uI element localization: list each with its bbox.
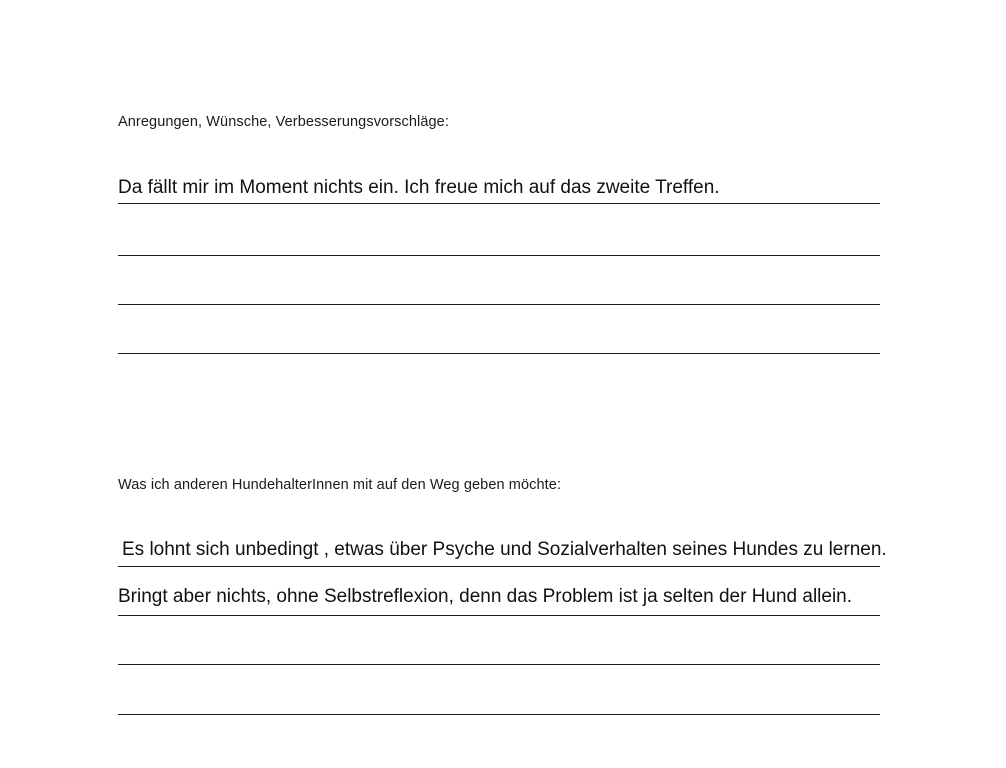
- handwritten-answer-weg-geben-line1: Es lohnt sich unbedingt , etwas über Psyche und Sozialverhalten seines Hundes zu lernen.: [122, 539, 887, 560]
- answer-rule-line: [118, 353, 880, 354]
- handwritten-answer-anregungen-line1: Da fällt mir im Moment nichts ein. Ich freue mich auf das zweite Treffen.: [118, 177, 720, 198]
- answer-rule-line: [118, 304, 880, 305]
- section-prompt-anregungen: Anregungen, Wünsche, Verbesserungsvorschläge:: [118, 114, 449, 130]
- answer-rule-line: [118, 615, 880, 616]
- answer-rule-line: [118, 203, 880, 204]
- section-prompt-weg-geben: Was ich anderen HundehalterInnen mit auf den Weg geben möchte:: [118, 477, 562, 493]
- answer-rule-line: [118, 714, 880, 715]
- handwritten-answer-weg-geben-line2: Bringt aber nichts, ohne Selbstreflexion, denn das Problem ist ja selten der Hund allein.: [118, 586, 853, 607]
- answer-rule-line: [118, 664, 880, 665]
- answer-rule-line: [118, 255, 880, 256]
- answer-rule-line: [118, 566, 880, 567]
